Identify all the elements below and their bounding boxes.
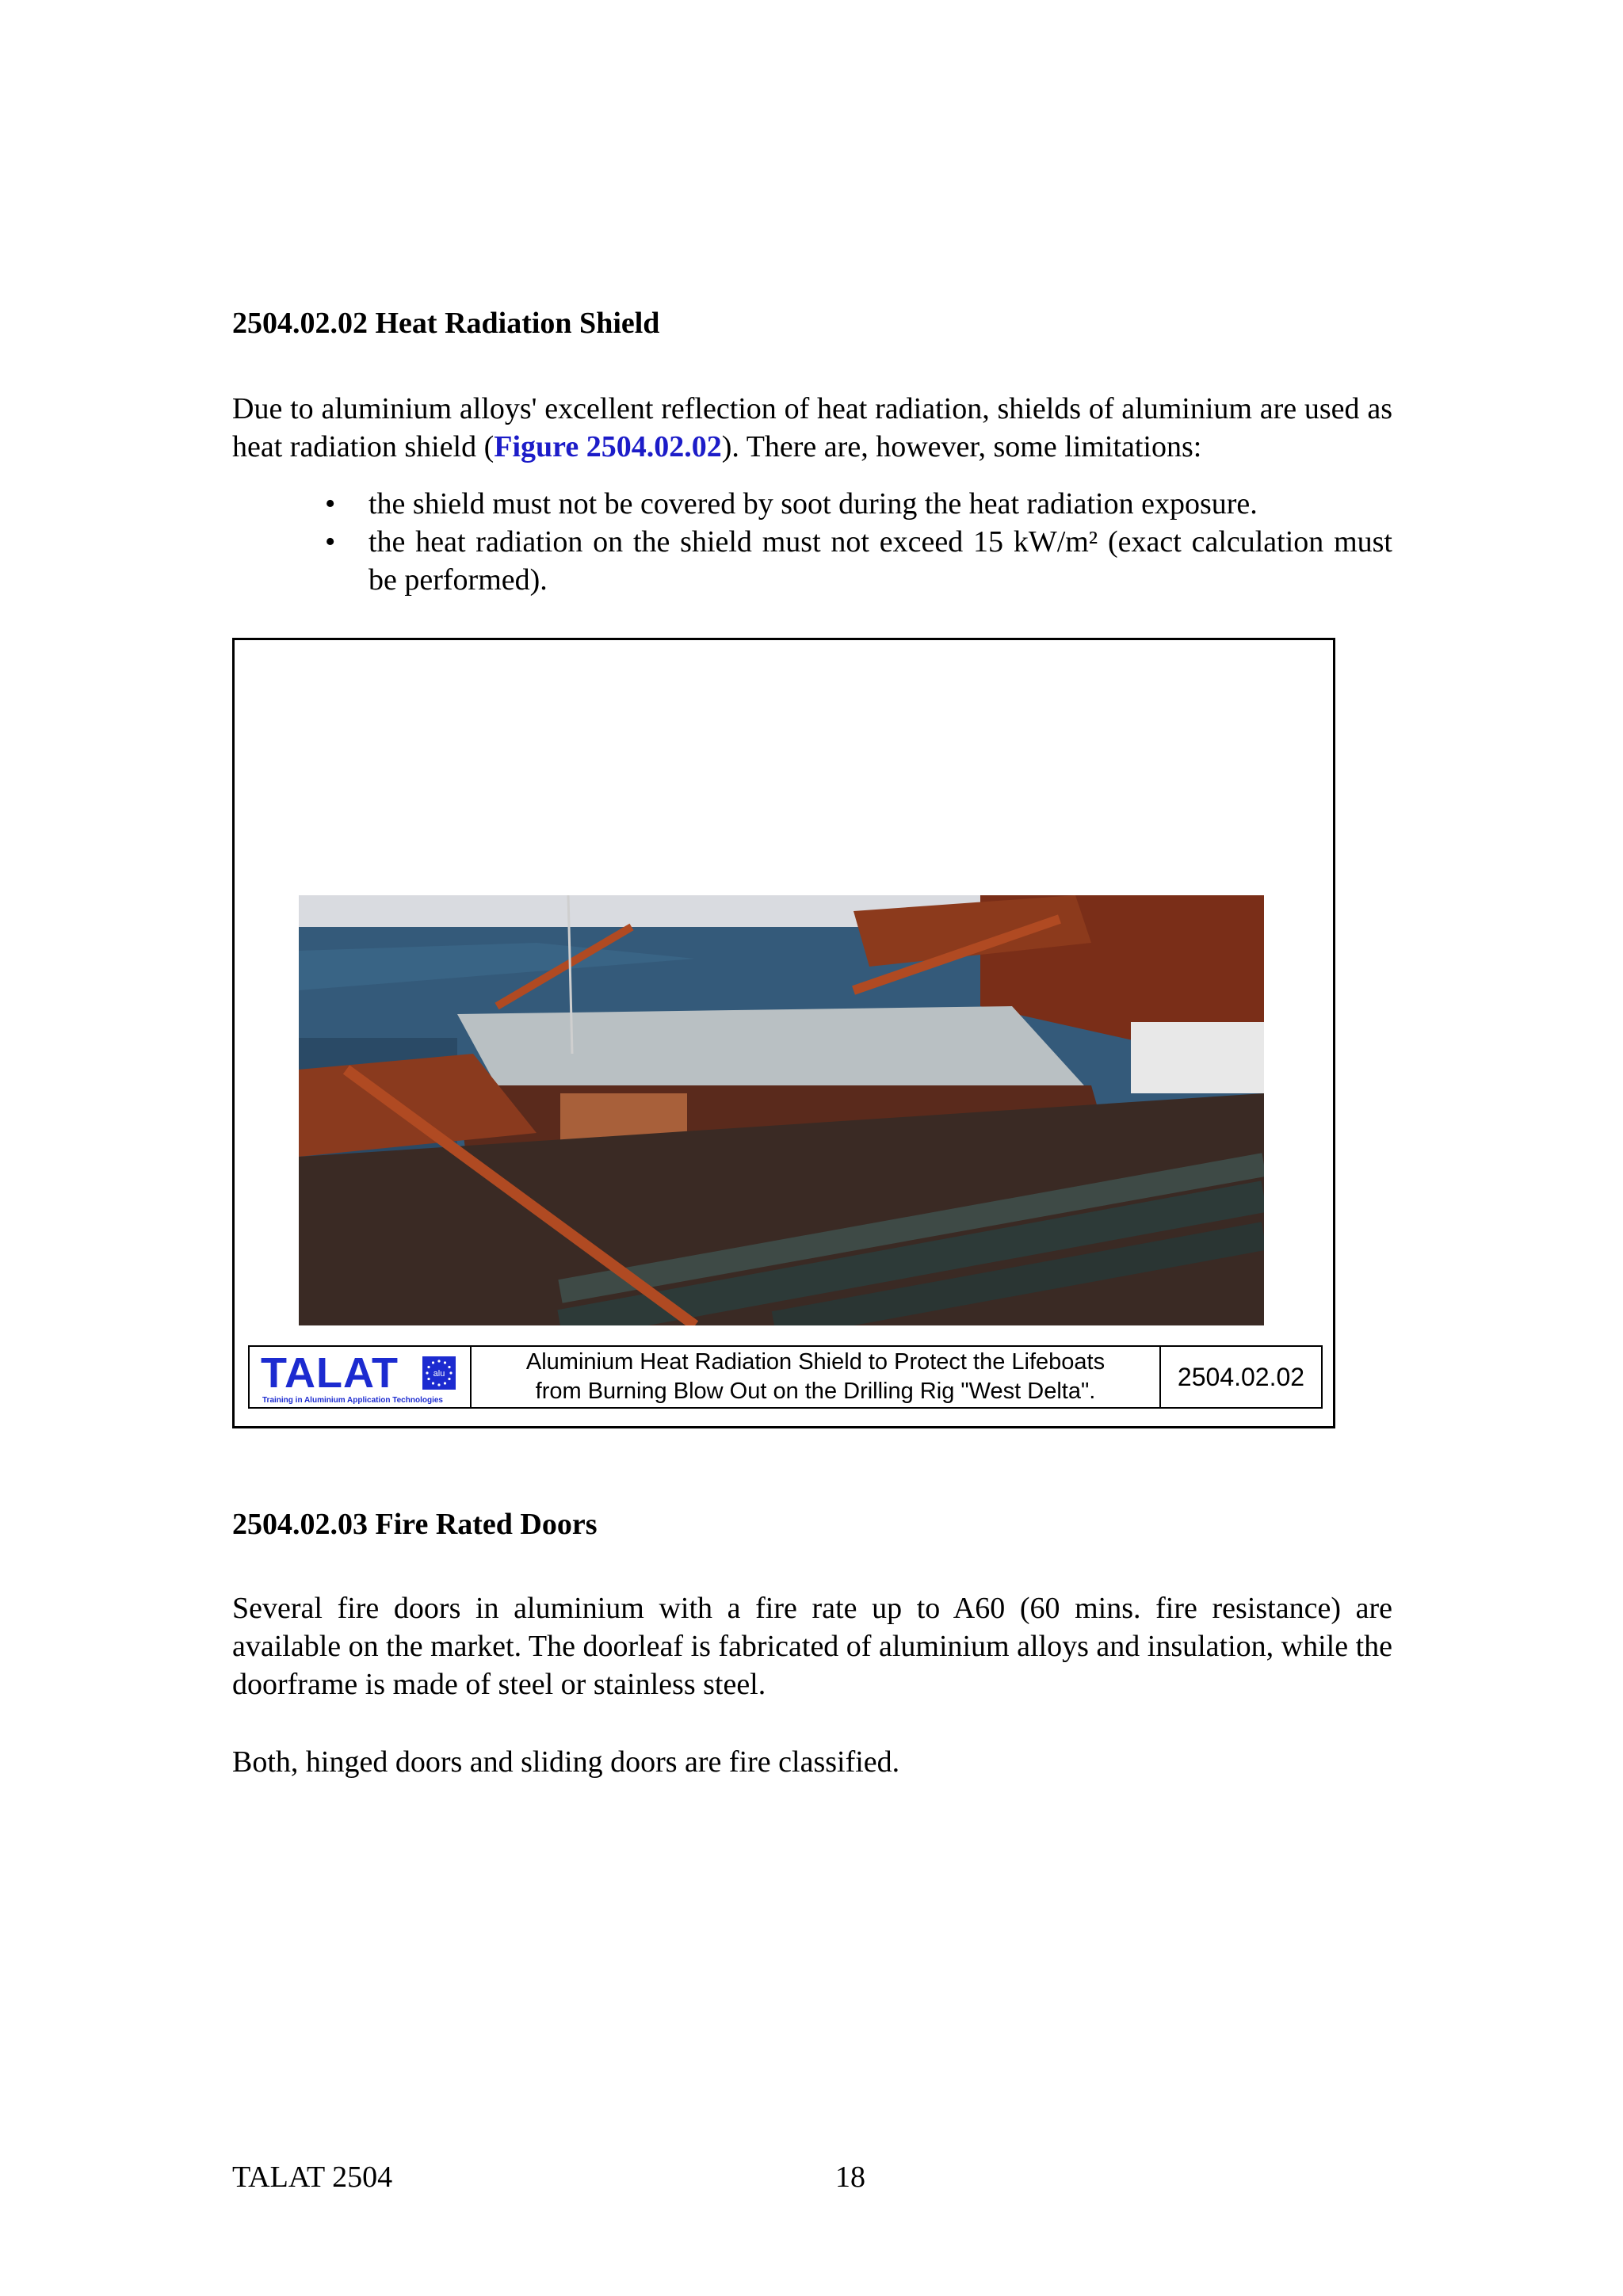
talat-logo — [250, 1347, 472, 1407]
footer-page-number: 18 — [835, 2161, 865, 2194]
figure-caption — [472, 1347, 1161, 1407]
drilling-rig-photo — [299, 895, 1264, 1325]
photo-illustration — [299, 895, 1264, 1325]
talat-logo-subtitle: Training in Aluminium Application Technologies — [262, 1396, 443, 1405]
caption-line-1: Aluminium Heat Radiation Shield to Protect the Lifeboats — [525, 1349, 1106, 1375]
figure-frame — [232, 638, 1335, 1428]
paragraph-door-types: Both, hinged doors and sliding doors are fire classified. — [232, 1745, 900, 1779]
talat-logo-text: TALAT — [261, 1349, 399, 1397]
section-heading-heat-radiation-shield: 2504.02.02 Heat Radiation Shield — [232, 307, 660, 340]
list-item: • the shield must not be covered by soot during the heat radiation exposure. — [325, 485, 1392, 523]
limitations-list — [325, 485, 1392, 599]
figure-reference-link[interactable]: Figure 2504.02.02 — [494, 430, 722, 463]
intro-text-before: Due to aluminium alloys' excellent reflection of heat radiation, shields of aluminium are used as heat radiation shield ( — [232, 392, 1392, 463]
caption-line-2: from Burning Blow Out on the Drilling Rig "West Delta". — [535, 1379, 1096, 1404]
logo-badge-text: alu — [433, 1369, 445, 1379]
intro-text-after: ). There are, however, some limitations: — [721, 430, 1202, 463]
paragraph-heat-radiation-intro — [232, 390, 1392, 466]
eu-flag-icon — [422, 1356, 456, 1390]
paragraph-fire-doors: Several fire doors in aluminium with a fire rate up to A60 (60 mins. fire resistance) are available on the market. The doorleaf is fabricated of aluminium alloys and insulation, while the doorframe is made of steel or stainless steel. — [232, 1592, 1392, 1701]
footer-document-id: TALAT 2504 — [232, 2161, 393, 2194]
list-item: • the heat radiation on the shield must not exceed 15 kW/m² (exact calculation must be performed). — [325, 523, 1392, 599]
figure-caption-bar — [248, 1345, 1323, 1409]
figure-code: 2504.02.02 — [1177, 1362, 1305, 1391]
section-heading-fire-rated-doors: 2504.02.03 Fire Rated Doors — [232, 1508, 598, 1541]
